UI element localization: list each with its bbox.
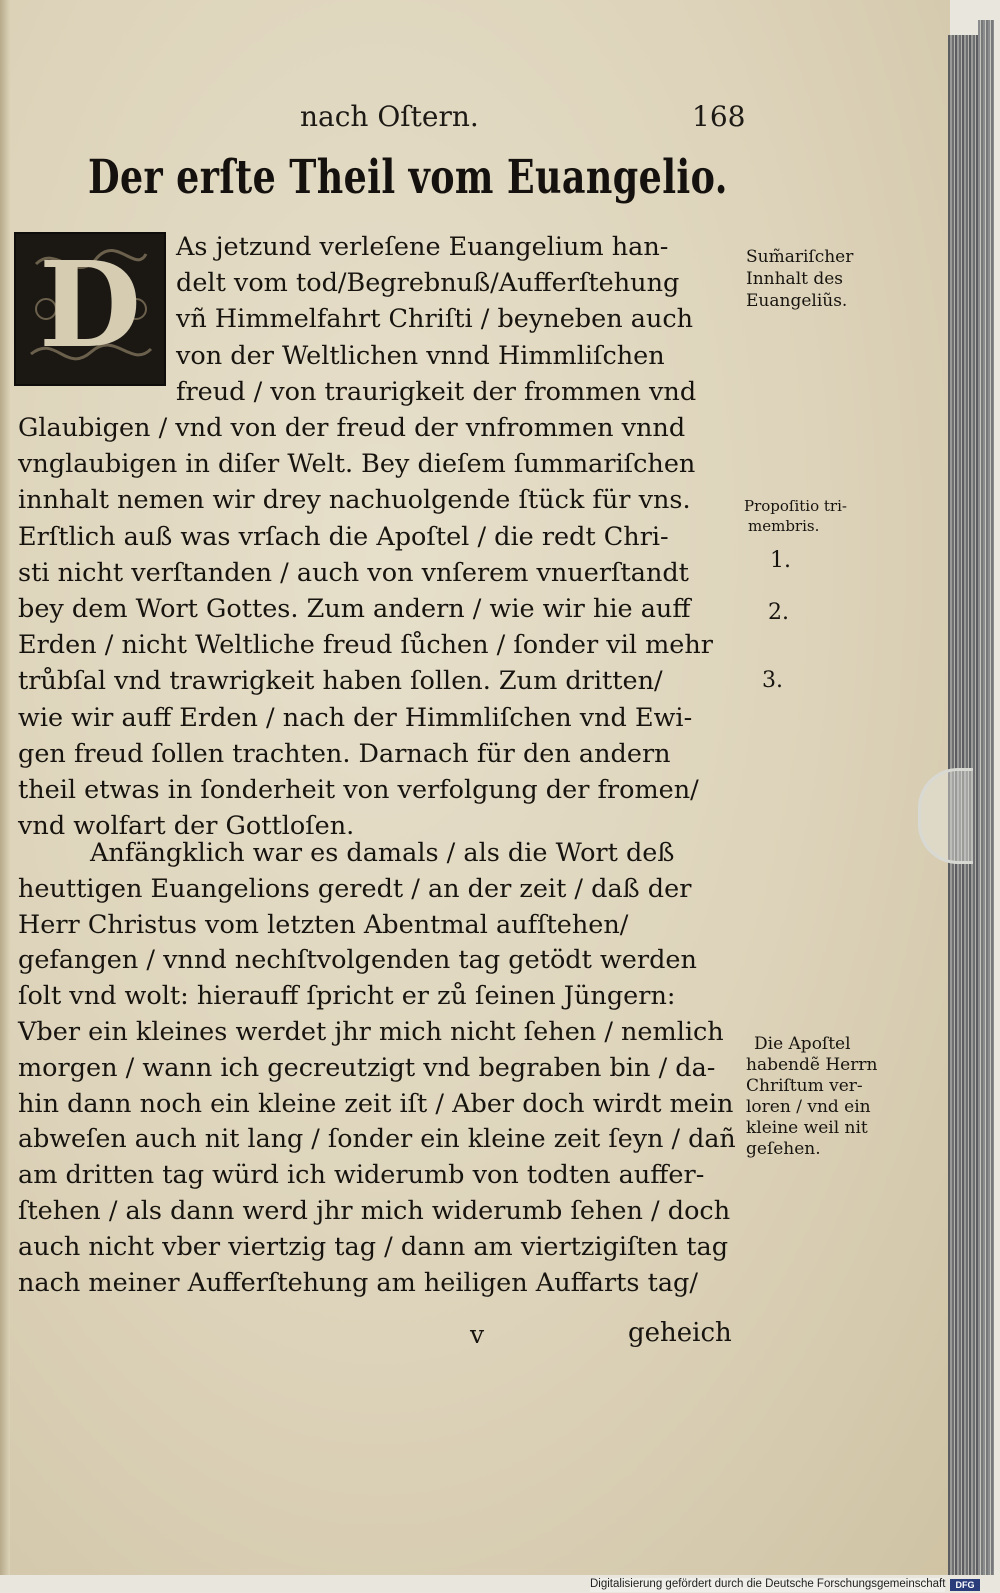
- margin-note-line: Innhalt des: [746, 269, 844, 289]
- text-line: wie wir auff Erden / nach der Himmliſchen vnd Ewi-: [18, 703, 693, 733]
- margin-note-summary: [746, 246, 853, 312]
- text-line: innhalt nemen wir drey nachuolgende ſtück für vns.: [18, 485, 691, 515]
- margin-number-2: 2.: [768, 600, 789, 625]
- text-line: Glaubigen / vnd von der freud der vnfrommen vnnd: [18, 413, 686, 443]
- text-line: nach meiner Aufferſtehung am heiligen Auffarts tag/: [18, 1268, 698, 1298]
- text-line: von der Weltlichen vnnd Himmliſchen: [176, 341, 665, 371]
- text-line: Anfängklich war es damals / als die Wort deß: [90, 838, 675, 868]
- text-line: ſolt vnd wolt: hierauff ſpricht er zů ſeinen Jüngern:: [18, 981, 676, 1011]
- page-number: 168: [692, 100, 746, 133]
- initial-letter: D: [38, 235, 142, 374]
- text-line: Erden / nicht Weltliche freud ſůchen / ſonder vil mehr: [18, 630, 713, 660]
- decorated-initial: [14, 232, 166, 386]
- margin-note-propositio: [744, 496, 847, 536]
- text-line: delt vom tod/Begrebnuß/Aufferſtehung: [176, 268, 680, 298]
- text-line: As jetzund verleſene Euangelium han-: [176, 232, 669, 262]
- margin-number-3: 3.: [762, 668, 783, 693]
- margin-number-1: 1.: [770, 548, 791, 573]
- margin-note-line: Euangeliũs.: [746, 291, 848, 311]
- text-line: heuttigen Euangelions geredt / an der zeit / daß der: [18, 874, 692, 904]
- running-head-title: nach Oſtern.: [300, 100, 479, 133]
- margin-note-apostel: [746, 1034, 877, 1160]
- footer-credit: Digitalisierung gefördert durch die Deutsche Forschungsgemeinschaft: [590, 1578, 946, 1590]
- page-gutter-shadow: [0, 0, 10, 1575]
- margin-note-line: habendẽ Herrn: [746, 1055, 878, 1075]
- text-line: Herr Christus vom letzten Abentmal aufſtehen/: [18, 910, 629, 940]
- text-line: hin dann noch ein kleine zeit iſt / Aber doch wirdt mein: [18, 1089, 734, 1119]
- text-line: ſtehen / als dann werd jhr mich widerumb ſehen / doch: [18, 1196, 731, 1226]
- text-line: gefangen / vnnd nechſtvolgenden tag getödt werden: [18, 945, 697, 975]
- margin-note-line: kleine weil nit: [746, 1118, 868, 1138]
- page-edge-stack-outer: [978, 20, 994, 1575]
- text-line: vnglaubigen in diſer Welt. Bey dieſem ſummariſchen: [18, 449, 696, 479]
- margin-note-line: membris.: [748, 517, 820, 535]
- catchword: geheich: [628, 1318, 732, 1348]
- text-line: vñ Himmelfahrt Chriſti / beyneben auch: [176, 304, 694, 334]
- text-line: abweſen auch nit lang / ſonder ein kleine zeit ſeyn / dañ: [18, 1124, 736, 1154]
- margin-note-line: Die Apoſtel: [754, 1034, 851, 1054]
- text-line: Vber ein kleines werdet jhr mich nicht ſehen / nemlich: [18, 1017, 724, 1047]
- text-line: sti nicht verſtanden / auch von vnſerem vnuerſtandt: [18, 558, 689, 588]
- margin-note-line: Sum̃ariſcher: [746, 247, 854, 267]
- section-title: Der erſte Theil vom Euangelio.: [88, 150, 728, 205]
- text-line: am dritten tag würd ich widerumb von todten auffer-: [18, 1160, 705, 1190]
- text-line: bey dem Wort Gottes. Zum andern / wie wir hie auff: [18, 594, 691, 624]
- text-line: freud / von traurigkeit der frommen vnd: [176, 377, 697, 407]
- text-line: gen freud ſollen trachten. Darnach für den andern: [18, 739, 671, 769]
- margin-note-line: loren / vnd ein: [746, 1097, 871, 1117]
- margin-note-line: geſehen.: [746, 1139, 821, 1159]
- text-line: trůbſal vnd trawrigkeit haben ſollen. Zum dritten/: [18, 666, 663, 696]
- dfg-logo: DFG: [950, 1579, 980, 1591]
- text-line: vnd wolfart der Gottloſen.: [18, 811, 355, 841]
- margin-note-line: Propoſitio tri-: [744, 497, 847, 515]
- margin-note-line: Chriſtum ver-: [746, 1076, 863, 1096]
- text-line: morgen / wann ich gecreutzigt vnd begraben bin / da-: [18, 1053, 716, 1083]
- signature-mark: v: [470, 1320, 485, 1349]
- text-line: Erſtlich auß was vrſach die Apoſtel / die redt Chri-: [18, 522, 669, 552]
- text-line: theil etwas in ſonderheit von verfolgung der fromen/: [18, 775, 699, 805]
- text-line: auch nicht vber viertzig tag / dann am viertzigiſten tag: [18, 1232, 729, 1262]
